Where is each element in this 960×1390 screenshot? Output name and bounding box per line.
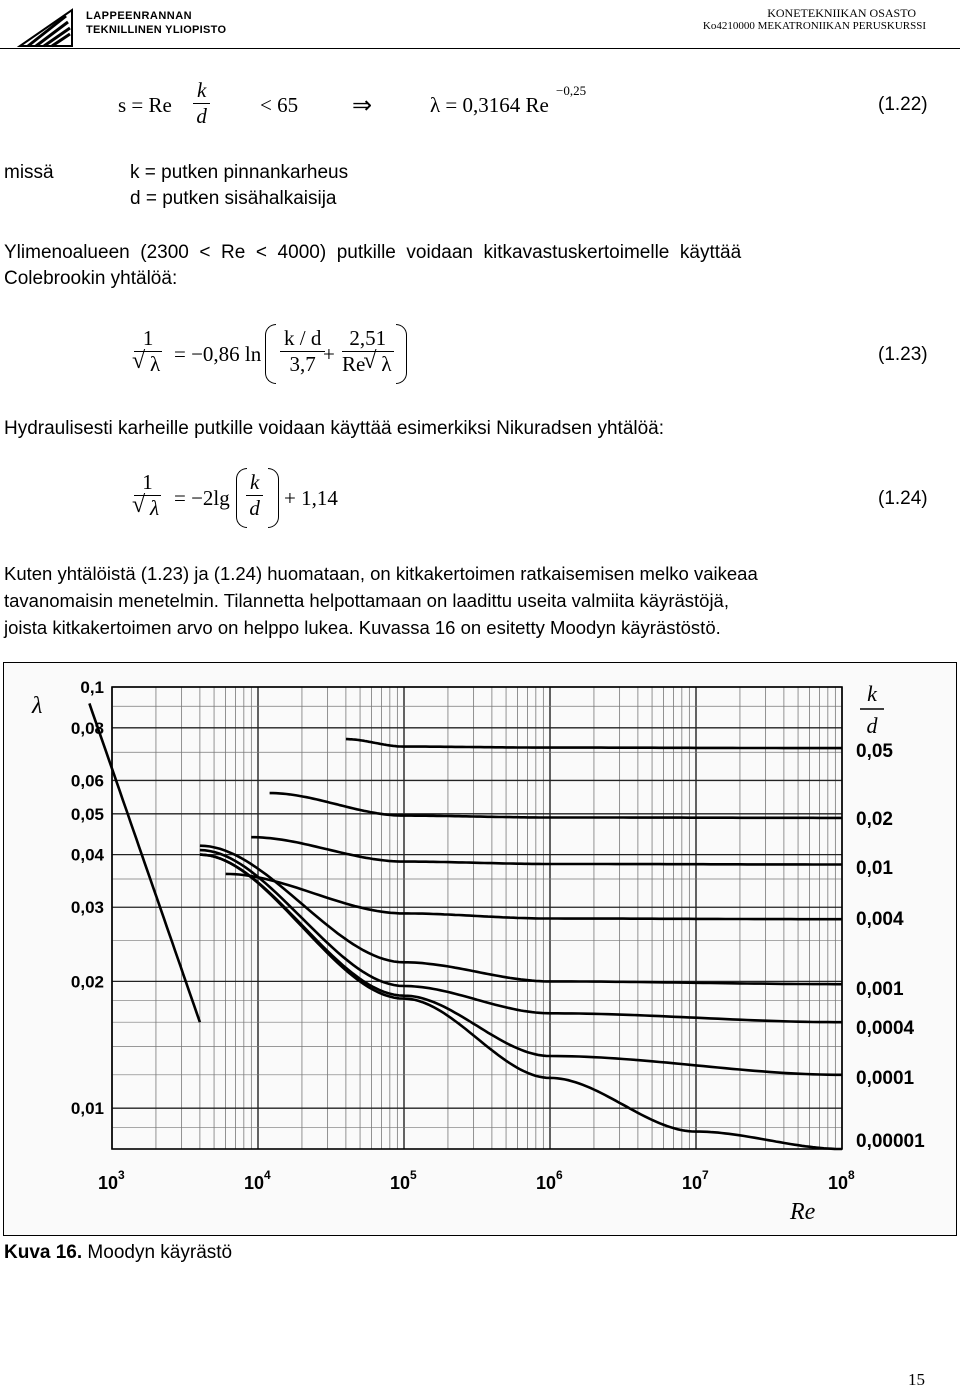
- eq122-lhs: s = Re: [118, 93, 172, 117]
- eq123-fraction2: [342, 326, 394, 377]
- university-logo: [14, 6, 76, 50]
- eq123-equals: = −0,86 ln: [174, 342, 262, 366]
- roughness-curve: [200, 846, 842, 985]
- eq122-fraction: [193, 78, 210, 129]
- y-tick-label: 0,05: [70, 804, 104, 824]
- eq122-number: (1.22): [878, 94, 928, 115]
- moody-chart: [3, 662, 957, 1236]
- eq123-number: (1.23): [878, 344, 928, 365]
- paragraph-colebrook-line1: Ylimenoalueen (2300 < Re < 4000) putkille voidaan kitkavastuskertoimelle käyttää: [4, 242, 742, 263]
- equation-1-24: [0, 464, 960, 534]
- roughness-curve: [200, 850, 842, 1022]
- header-rule: [0, 48, 960, 49]
- paragraph-colebrook-line2: Colebrookin yhtälöä:: [4, 268, 178, 289]
- roughness-curve: [251, 837, 842, 864]
- equation-1-23: [0, 320, 960, 390]
- roughness-curve: [226, 874, 842, 919]
- eq122-rhs: λ = 0,3164 Re: [430, 93, 549, 117]
- department-name: KONETEKNIIKAN OSASTO: [767, 6, 916, 20]
- eq124-den: d: [249, 496, 260, 520]
- eq124-lhs-fraction: [134, 470, 161, 521]
- eq123-lhs-fraction: [134, 326, 162, 377]
- eq122-denominator: d: [196, 104, 207, 128]
- university-name-line2: TEKNILLINEN YLIOPISTO: [86, 24, 227, 36]
- right-axis-title-d: d: [866, 713, 878, 738]
- right-roughness-label: 0,001: [856, 979, 904, 1000]
- eq122-relation: < 65: [260, 93, 299, 117]
- x-tick-exponent: 8: [848, 1168, 855, 1182]
- eq124-plus: + 1,14: [284, 486, 338, 510]
- x-axis-label: Re: [790, 1199, 816, 1225]
- y-tick-label: 0,03: [70, 898, 104, 918]
- figure-caption-label: Kuva 16.: [4, 1242, 83, 1263]
- eq123-plus: +: [323, 342, 335, 366]
- right-roughness-label: 0,01: [856, 858, 893, 879]
- right-axis-title-k: k: [867, 681, 877, 706]
- eq123-re: Re: [342, 352, 366, 376]
- x-tick-exponent: 6: [556, 1168, 563, 1182]
- eq122-exponent: −0,25: [556, 83, 587, 98]
- right-roughness-label: 0,0001: [856, 1068, 915, 1089]
- eq123-num1: k / d: [284, 326, 322, 350]
- y-tick-label: 0,02: [70, 972, 104, 992]
- university-name-line1: LAPPEENRANNAN: [86, 10, 193, 22]
- x-tick-label: 10: [244, 1173, 265, 1193]
- y-tick-label: 0,01: [70, 1099, 104, 1119]
- right-roughness-label: 0,05: [856, 741, 893, 762]
- k-definition: k = putken pinnankarheus: [130, 162, 349, 183]
- y-tick-label: 0,1: [80, 678, 104, 697]
- x-tick-label: 10: [682, 1173, 703, 1193]
- figure-caption: [4, 1240, 232, 1266]
- eq124-one: 1: [142, 470, 153, 494]
- page-number: 15: [908, 1370, 925, 1389]
- paragraph-conclusion-line2: tavanomaisin menetelmin. Tilannetta helpottamaan on laadittu useita valmiita käyrästöjä,: [4, 590, 729, 611]
- eq124-num: k: [250, 470, 260, 494]
- implies-arrow-icon: ⇒: [352, 93, 373, 119]
- x-tick-label: 10: [828, 1173, 849, 1193]
- equation-1-22: [0, 70, 960, 140]
- x-tick-label: 10: [536, 1173, 557, 1193]
- eq123-lambda: λ: [150, 352, 161, 376]
- y-tick-label: 0,04: [70, 845, 104, 865]
- paragraph-conclusion-line1: Kuten yhtälöistä (1.23) ja (1.24) huomataan, on kitkakertoimen ratkaisemisen melko vaikeaa: [4, 563, 758, 584]
- x-tick-exponent: 4: [264, 1168, 271, 1182]
- eq123-lambda2: λ: [381, 352, 392, 376]
- eq123-one: 1: [142, 326, 154, 350]
- eq123-fraction1: [280, 326, 325, 377]
- figure-caption-text: Moodyn käyrästö: [82, 1242, 233, 1263]
- right-roughness-label: 0,00001: [856, 1131, 925, 1152]
- x-tick-label: 10: [390, 1173, 411, 1193]
- paragraph-conclusion-line3: joista kitkakertoimen arvo on helppo lukea. Kuvassa 16 on esitetty Moodyn käyrästöstö.: [4, 617, 721, 638]
- eq124-number: (1.24): [878, 488, 928, 509]
- x-tick-exponent: 3: [118, 1168, 125, 1182]
- y-tick-label: 0,06: [70, 771, 104, 791]
- eq123-num2: 2,51: [349, 326, 387, 350]
- course-name: Ko4210000 MEKATRONIIKAN PERUSKURSSI: [702, 20, 926, 32]
- eq123-den1: 3,7: [289, 352, 316, 376]
- x-tick-label: 10: [98, 1173, 119, 1193]
- right-roughness-label: 0,004: [856, 909, 904, 930]
- moody-chart-svg: [4, 663, 956, 1235]
- missa-label: missä: [4, 162, 54, 183]
- laminar-flow-line: [89, 703, 199, 1022]
- right-roughness-label: 0,02: [856, 809, 893, 830]
- x-tick-exponent: 5: [410, 1168, 417, 1182]
- y-axis-label: λ: [32, 693, 43, 719]
- y-tick-label: 0,08: [70, 718, 104, 738]
- eq124-equals: = −2lg: [174, 486, 230, 510]
- right-roughness-label: 0,0004: [856, 1018, 915, 1039]
- eq122-numerator: k: [197, 78, 207, 102]
- eq124-fraction: [246, 470, 263, 521]
- paragraph-nikuradse: Hydraulisesti karheille putkille voidaan käyttää esimerkiksi Nikuradsen yhtälöä:: [4, 418, 665, 439]
- eq124-lambda: λ: [150, 496, 160, 520]
- d-definition: d = putken sisähalkaisija: [130, 188, 337, 209]
- x-tick-exponent: 7: [702, 1168, 709, 1182]
